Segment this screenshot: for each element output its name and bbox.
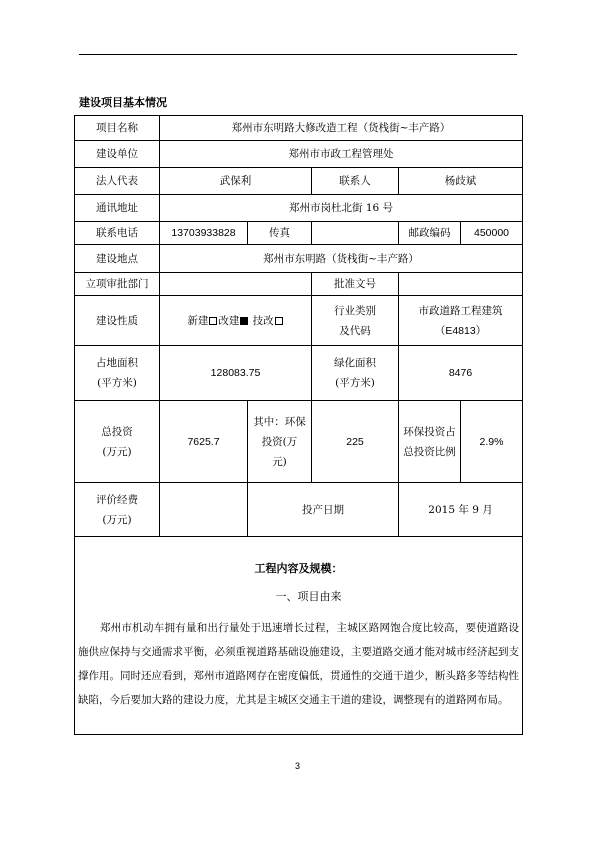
eval-fee-label-line2: (万元): [102, 513, 132, 526]
project-content-cell: [75, 537, 523, 735]
approval-dept-value: [160, 273, 312, 296]
industry-label-line1: 行业类别: [334, 304, 376, 317]
content-subtitle: 一、项目由来: [275, 589, 342, 603]
area-label-line2: (平方米): [97, 377, 137, 389]
eval-fee-value: [160, 483, 248, 537]
content-paragraph: 郑州市机动车拥有量和出行量处于迅速增长过程，主城区路网饱合度比较高，要使道路设施供应保持与交通需求平衡，必须重视道路基础设施建设，主要道路交通才能对城市经济起到支撑作用。同时还应看到，郑州市道路网存在密度偏低，贯通性的交通干道少，断头路多等结构性缺陷，今后要加大路的建设力度，尤其是主城区交通主干道的建设，调整现有的道路网布局。: [78, 621, 520, 706]
green-label: [312, 346, 399, 401]
eval-fee-label-line1: 评价经费: [96, 493, 138, 506]
nature-new-checkbox: [209, 317, 217, 325]
nature-rebuild-checkbox: [240, 317, 248, 325]
postcode-value: 450000: [461, 222, 523, 245]
env-invest-label: [248, 401, 312, 483]
legal-rep-value: 武保利: [160, 168, 312, 195]
industry-value: [399, 296, 523, 346]
header-rule: [79, 54, 517, 55]
approval-no-label: 批准文号: [312, 273, 399, 296]
content-title: 工程内容及规模：: [254, 561, 343, 575]
env-invest-label-line2: 投资(万: [261, 435, 298, 448]
unit-label: 建设单位: [75, 141, 160, 168]
green-value: 8476: [399, 346, 523, 401]
env-invest-value: 225: [312, 401, 399, 483]
legal-rep-label: 法人代表: [75, 168, 160, 195]
location-value: 郑州市东明路（货栈街~丰产路）: [160, 245, 523, 273]
env-invest-label-line1: 其中：环保: [253, 415, 306, 428]
contact-label: 联系人: [312, 168, 399, 195]
phone-label: 联系电话: [75, 222, 160, 245]
invest-label-line1: 总投资: [101, 425, 133, 438]
nature-new-label: 新建: [187, 314, 209, 327]
nature-tech-label: 技改: [252, 314, 274, 327]
env-ratio-label-line1: 环保投资占: [403, 425, 456, 438]
eval-fee-label: [75, 483, 160, 537]
env-ratio-label: [399, 401, 461, 483]
approval-dept-label: 立项审批部门: [75, 273, 160, 296]
nature-options: [160, 296, 312, 346]
project-name-label: 项目名称: [75, 116, 160, 141]
industry-label: [312, 296, 399, 346]
page-number: 3: [294, 761, 300, 771]
fax-value: [312, 222, 399, 245]
invest-label: [75, 401, 160, 483]
phone-value: 13703933828: [160, 222, 248, 245]
contact-value: 杨歧斌: [399, 168, 523, 195]
approval-no-value: [399, 273, 523, 296]
env-ratio-label-line2: 总投资比例: [403, 445, 456, 458]
production-date-value: 2015 年 9 月: [399, 483, 523, 537]
invest-label-line2: (万元): [102, 445, 132, 458]
industry-value-line1: 市政道路工程建筑: [418, 304, 503, 317]
green-label-line2: (平方米): [335, 377, 375, 389]
project-info-table: [74, 115, 523, 735]
nature-tech-checkbox: [275, 317, 283, 325]
unit-value: 郑州市市政工程管理处: [160, 141, 523, 168]
area-value: 128083.75: [160, 346, 312, 401]
project-name-value: 郑州市东明路大修改造工程（货栈街~丰产路）: [160, 116, 523, 141]
postcode-label: 邮政编码: [399, 222, 461, 245]
industry-label-line2: 及代码: [339, 324, 371, 337]
location-label: 建设地点: [75, 245, 160, 273]
area-label: [75, 346, 160, 401]
nature-rebuild-label: 改建: [218, 314, 240, 327]
env-invest-label-line3: 元): [272, 455, 287, 468]
industry-value-line2: （E4813）: [434, 324, 487, 337]
nature-label: 建设性质: [75, 296, 160, 346]
fax-label: 传真: [248, 222, 312, 245]
env-ratio-value: 2.9%: [461, 401, 523, 483]
green-label-line1: 绿化面积: [334, 357, 376, 369]
address-label: 通讯地址: [75, 195, 160, 222]
invest-value: 7625.7: [160, 401, 248, 483]
section-title: 建设项目基本情况: [79, 96, 167, 109]
address-value: 郑州市岗杜北街 16 号: [160, 195, 523, 222]
area-label-line1: 占地面积: [96, 357, 138, 369]
production-date-label: 投产日期: [248, 483, 399, 537]
